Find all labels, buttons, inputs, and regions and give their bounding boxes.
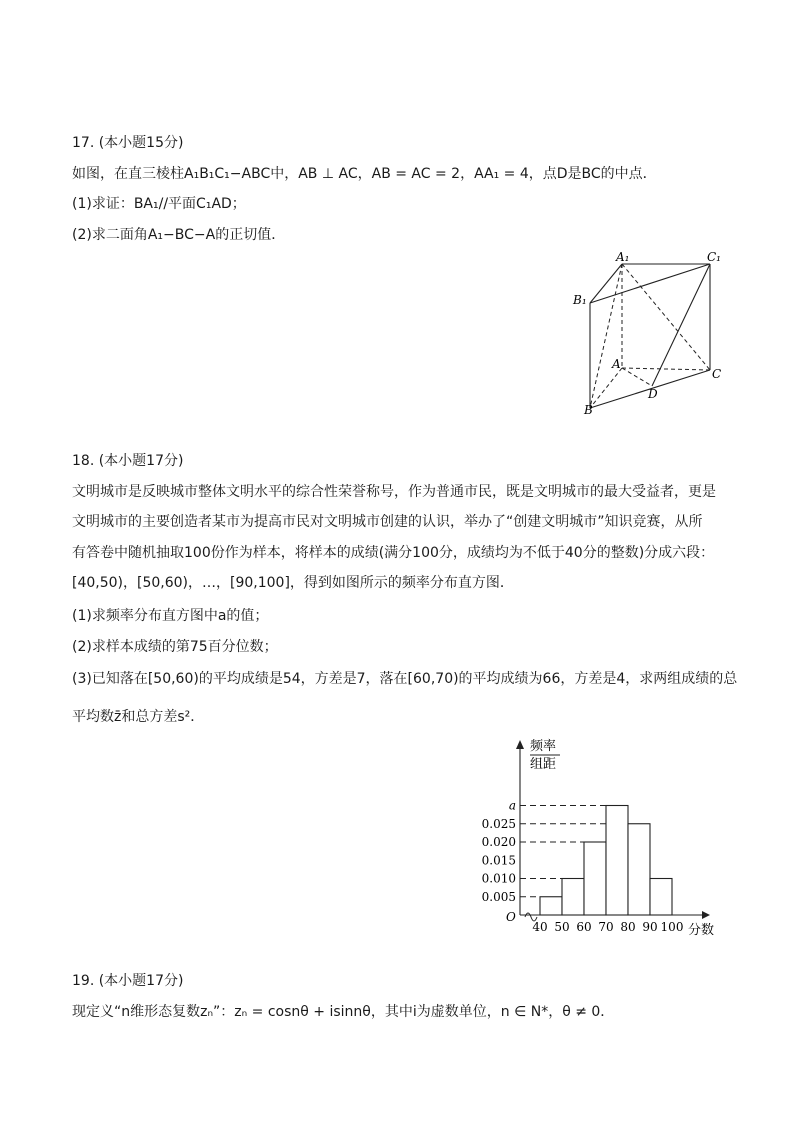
prism-figure bbox=[560, 248, 740, 428]
histogram-bar bbox=[628, 824, 650, 915]
label-C: C bbox=[712, 367, 722, 381]
q18-part3-line1: (3)已知落在[50,60)的平均成绩是54，方差是7，落在[60,70)的平均成绩为66，方差是4，求两组成绩的总 bbox=[72, 671, 738, 687]
label-B1: B₁ bbox=[573, 293, 587, 307]
y-tick-label: a bbox=[508, 798, 516, 813]
q18-part1: (1)求频率分布直方图中a的值； bbox=[72, 608, 269, 624]
label-C1: C₁ bbox=[707, 250, 721, 264]
y-tick-label: 0.005 bbox=[481, 889, 516, 904]
y-tick-label: 0.010 bbox=[481, 871, 516, 886]
q18-part3-line2: 平均数z̄和总方差s²． bbox=[72, 709, 205, 725]
q18-para-4: [40,50)，[50,60)，…，[90,100]，得到如图所示的频率分布直方图． bbox=[72, 575, 514, 591]
histogram-bar bbox=[606, 806, 628, 916]
y-axis-title-top: 频率 bbox=[530, 739, 557, 754]
y-tick-label: 0.020 bbox=[481, 835, 516, 849]
histogram-bar bbox=[540, 897, 562, 915]
label-A1: A₁ bbox=[616, 250, 630, 264]
label-B: B bbox=[584, 403, 593, 417]
q17-part1: (1)求证：BA₁//平面C₁AD； bbox=[72, 196, 246, 212]
y-tick-label: 0.025 bbox=[481, 816, 516, 831]
histogram-bar bbox=[584, 842, 606, 915]
histogram-bar bbox=[650, 879, 672, 916]
q17-heading: 17. (本小题15分) bbox=[72, 135, 184, 151]
label-D: D bbox=[648, 387, 658, 401]
q19-heading: 19. (本小题17分) bbox=[72, 973, 184, 989]
q18-para-2: 文明城市的主要创造者某市为提高市民对文明城市创建的认识，举办了“创建文明城市”知识竞赛，从所 bbox=[72, 514, 703, 530]
y-axis-title-bottom: 组距 bbox=[530, 757, 557, 772]
y-axis-arrow bbox=[516, 740, 524, 749]
x-axis-arrow bbox=[702, 911, 710, 919]
q18-heading: 18. (本小题17分) bbox=[72, 453, 184, 469]
frequency-histogram bbox=[470, 735, 730, 945]
q19-stem: 现定义“n维形态复数zₙ”：zₙ = cosnθ + isinnθ，其中i为虚数单位，n ∈ N*，θ ≠ 0． bbox=[72, 1004, 615, 1020]
x-tick-label: 70 bbox=[598, 920, 614, 934]
x-tick-label: 90 bbox=[642, 920, 658, 934]
q18-para-1: 文明城市是反映城市整体文明水平的综合性荣誉称号，作为普通市民，既是文明城市的最大受益者，更是 bbox=[72, 484, 716, 500]
x-tick-label: 100 bbox=[660, 920, 684, 934]
histogram-bar bbox=[562, 879, 584, 916]
x-axis-title: 分数 bbox=[688, 923, 715, 938]
y-tick-label: 0.015 bbox=[481, 853, 516, 868]
label-A: A bbox=[612, 357, 621, 371]
x-tick-label: 40 bbox=[532, 920, 548, 934]
q18-part2: (2)求样本成绩的第75百分位数； bbox=[72, 639, 278, 655]
q17-stem: 如图，在直三棱柱A₁B₁C₁−ABC中，AB ⊥ AC，AB = AC = 2，AA₁ = 4，点D是BC的中点． bbox=[72, 166, 657, 182]
x-tick-label: 80 bbox=[620, 920, 636, 934]
x-tick-label: 60 bbox=[576, 920, 592, 934]
q17-part2: (2)求二面角A₁−BC−A的正切值． bbox=[72, 227, 286, 243]
x-tick-label: 50 bbox=[554, 920, 570, 934]
q18-para-3: 有答卷中随机抽取100份作为样本，将样本的成绩(满分100分，成绩均为不低于40分的整数)分成六段： bbox=[72, 545, 715, 561]
origin-label: O bbox=[506, 910, 516, 924]
